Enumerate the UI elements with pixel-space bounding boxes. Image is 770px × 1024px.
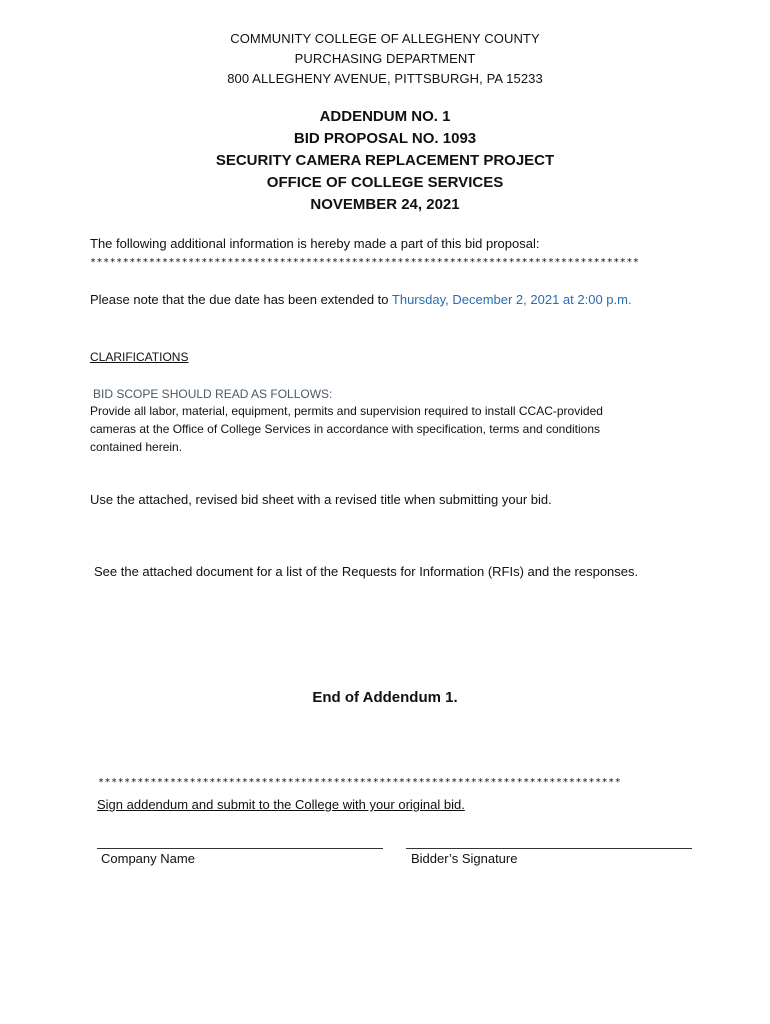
sign-instruction: Sign addendum and submit to the College with your original bid. [97, 797, 465, 812]
letterhead [0, 29, 770, 89]
project-name: SECURITY CAMERA REPLACEMENT PROJECT [215, 152, 555, 169]
bidder-signature-label: Bidder’s Signature [411, 851, 518, 866]
end-of-addendum: End of Addendum 1. [312, 689, 458, 706]
clarifications-heading: CLARIFICATIONS [90, 350, 189, 364]
office-name: OFFICE OF COLLEGE SERVICES [266, 174, 504, 191]
due-date-prefix: Please note that the due date has been extended to [90, 292, 392, 307]
bid-scope-heading: BID SCOPE SHOULD READ AS FOLLOWS: [93, 387, 333, 401]
bid-sheet-note: Use the attached, revised bid sheet with a revised title when submitting your bid. [90, 492, 552, 507]
department-name: PURCHASING DEPARTMENT [294, 51, 476, 66]
bid-proposal-number: BID PROPOSAL NO. 1093 [293, 130, 477, 147]
bid-scope-line-2: cameras at the Office of College Services in accordance with specification, terms and conditions [90, 422, 601, 436]
due-date-notice [90, 291, 632, 309]
due-date-value: Thursday, December 2, 2021 at 2:00 p.m. [391, 292, 632, 307]
intro-text: The following additional information is hereby made a part of this bid proposal: [90, 236, 540, 251]
rfi-note: See the attached document for a list of the Requests for Information (RFIs) and the responses. [94, 564, 639, 579]
footer-separator-stars: ******************************************************************************** [98, 777, 622, 788]
signature-line [406, 848, 692, 849]
addendum-number: ADDENDUM NO. 1 [319, 108, 451, 125]
institution-name: COMMUNITY COLLEGE OF ALLEGHENY COUNTY [230, 31, 540, 46]
bid-scope-line-3: contained herein. [90, 440, 183, 454]
separator-stars: ************************************************************************************ [90, 257, 640, 268]
company-name-line [97, 848, 383, 849]
bid-scope-line-1: Provide all labor, material, equipment, permits and supervision required to install CCAC-provided [90, 404, 603, 418]
title-block [0, 106, 770, 216]
institution-address: 800 ALLEGHENY AVENUE, PITTSBURGH, PA 15233 [227, 71, 543, 86]
company-name-label: Company Name [101, 851, 195, 866]
addendum-date: NOVEMBER 24, 2021 [310, 196, 460, 213]
